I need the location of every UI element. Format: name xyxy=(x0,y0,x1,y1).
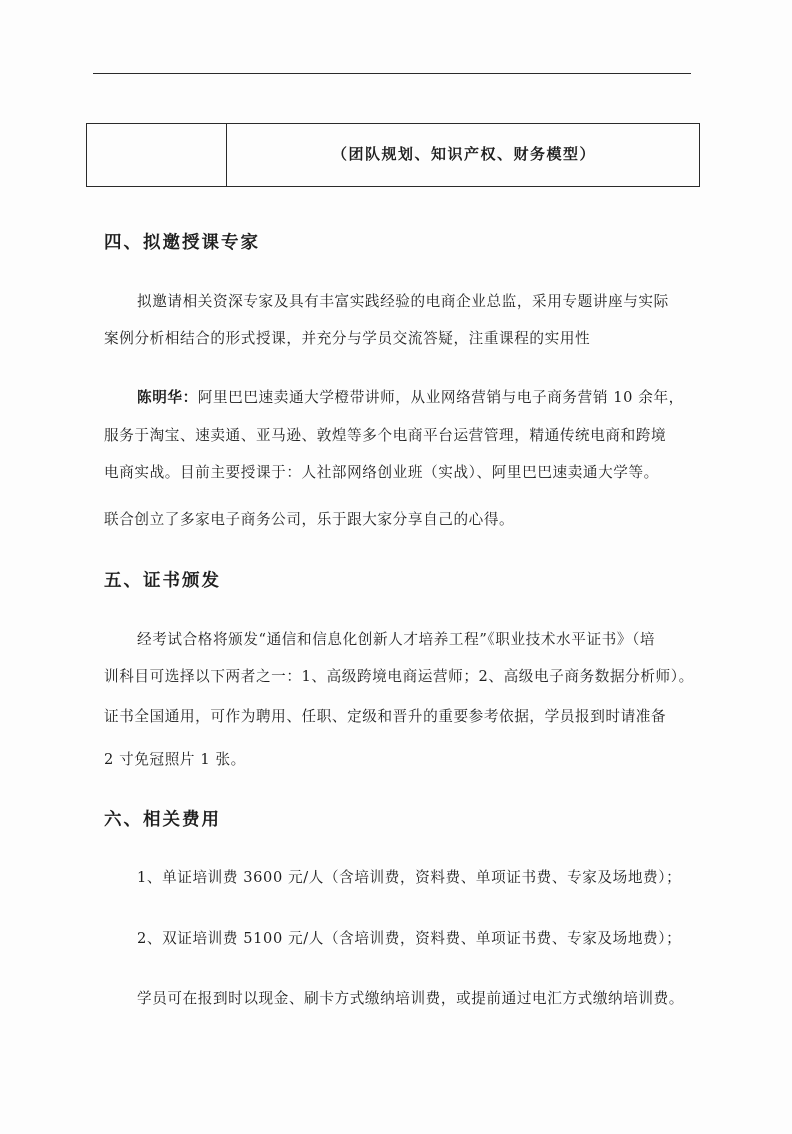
expert-bio-line-3: 电商实战。目前主要授课于：人社部网络创业班（实战）、阿里巴巴速卖通大学等。 xyxy=(104,464,659,481)
fee-line-single: 1、单证培训费 3600 元/人（含培训费，资料费、单项证书费、专家及场地费）； xyxy=(137,869,682,886)
table-column-divider xyxy=(226,124,227,186)
experts-intro-line-1: 拟邀请相关资深专家及具有丰富实践经验的电商企业总监，采用专题讲座与实际 xyxy=(137,293,669,310)
section-heading-experts: 四、拟邀授课专家 xyxy=(104,233,260,253)
section-heading-fees: 六、相关费用 xyxy=(104,810,221,830)
expert-bio-text-1: 阿里巴巴速卖通大学橙带讲师，从业网络营销与电子商务营销 10 余年， xyxy=(197,389,684,406)
certificate-line-3: 证书全国通用，可作为聘用、任职、定级和晋升的重要参考依据，学员报到时请准备 xyxy=(104,708,667,725)
fee-line-payment: 学员可在报到时以现金、刷卡方式缴纳培训费，或提前通过电汇方式缴纳培训费。 xyxy=(137,990,684,1007)
expert-bio-line-2: 服务于淘宝、速卖通、亚马逊、敦煌等多个电商平台运营管理，精通传统电商和跨境 xyxy=(104,427,667,444)
table-cell-topics: （团队规划、知识产权、财务模型） xyxy=(332,145,597,163)
course-table-row xyxy=(86,123,700,187)
certificate-line-4: 2 寸免冠照片 1 张。 xyxy=(104,751,246,768)
expert-bio-line-1 xyxy=(137,386,684,407)
certificate-line-2: 训科目可选择以下两者之一：1、高级跨境电商运营师；2、高级电子商务数据分析师）。 xyxy=(104,668,694,685)
expert-bio-line-4: 联合创立了多家电子商务公司，乐于跟大家分享自己的心得。 xyxy=(104,511,515,528)
expert-name: 陈明华： xyxy=(137,389,198,406)
certificate-line-1: 经考试合格将颁发“通信和信息化创新人才培养工程”《职业技术水平证书》（培 xyxy=(137,631,656,648)
section-heading-certificate: 五、证书颁发 xyxy=(104,571,221,591)
fee-line-double: 2、双证培训费 5100 元/人（含培训费，资料费、单项证书费、专家及场地费）； xyxy=(137,930,682,947)
experts-intro-line-2: 案例分析相结合的形式授课，并充分与学员交流答疑，注重课程的实用性 xyxy=(104,330,591,347)
header-rule xyxy=(93,73,691,74)
